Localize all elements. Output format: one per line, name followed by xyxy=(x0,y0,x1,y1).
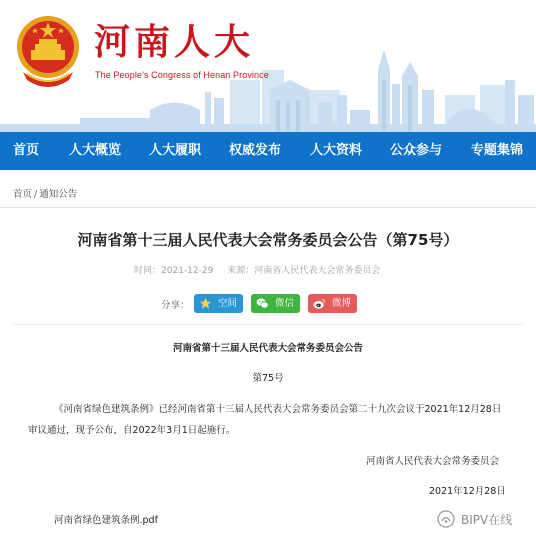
signature-organization: 河南省人民代表大会常务委员会 xyxy=(366,456,500,467)
nav-item-duties[interactable]: 人大履职 xyxy=(149,143,202,158)
nav-item-overview[interactable]: 人大概览 xyxy=(69,143,122,158)
nav-item-materials[interactable]: 人大资料 xyxy=(310,143,363,158)
announcement-heading: 河南省第十三届人民代表大会常务委员会公告 xyxy=(172,343,363,354)
star-icon xyxy=(199,297,212,310)
attachment-link[interactable]: 河南省绿色建筑条例.pdf xyxy=(54,515,158,526)
share-weibo-label: 微博 xyxy=(332,298,352,309)
wechat-icon xyxy=(256,297,269,310)
announcement-paragraph-line-2: 审议通过，现予公布，自2022年3月1日起施行。 xyxy=(28,425,236,436)
share-qzone-label: 空间 xyxy=(218,298,238,309)
nav-item-participation[interactable]: 公众参与 xyxy=(390,143,443,158)
national-emblem-icon xyxy=(13,14,83,88)
nav-item-home[interactable]: 首页 xyxy=(13,143,40,158)
publish-date: 2021-12-29 xyxy=(161,266,214,276)
announcement-paragraph-line-1: 《河南省绿色建筑条例》已经河南省第十三届人民代表大会常务委员会第二十九次会议于2021年12月28日 xyxy=(54,404,502,415)
breadcrumb-divider xyxy=(0,207,536,208)
article-meta xyxy=(134,263,380,276)
share-wechat-button[interactable] xyxy=(251,294,300,313)
wechat-official-account-icon xyxy=(437,510,455,528)
main-nav xyxy=(0,132,536,170)
breadcrumb xyxy=(13,186,77,200)
watermark-text: BIPV在线 xyxy=(461,513,513,527)
source-label: 来源： xyxy=(227,266,255,276)
signature-date: 2021年12月28日 xyxy=(429,486,506,497)
source-value: 河南省人民代表大会常务委员会 xyxy=(254,266,381,276)
weibo-icon xyxy=(313,297,326,310)
content-divider xyxy=(13,324,523,325)
announcement-number: 第75号 xyxy=(252,373,284,384)
time-label: 时间： xyxy=(134,266,162,276)
nav-item-topics[interactable]: 专题集锦 xyxy=(471,143,524,158)
site-title[interactable]: 河南人大 xyxy=(94,21,255,63)
site-subtitle: The People’s Congress of Henan Province xyxy=(95,70,269,80)
article-title: 河南省第十三届人民代表大会常务委员会公告（第75号） xyxy=(77,231,459,249)
share-label: 分享： xyxy=(161,300,190,311)
breadcrumb-home[interactable]: 首页 xyxy=(13,189,33,200)
share-wechat-label: 微信 xyxy=(275,298,295,309)
share-weibo-button[interactable] xyxy=(308,294,357,313)
breadcrumb-separator: / xyxy=(34,189,38,200)
site-header xyxy=(0,0,536,132)
share-qzone-button[interactable] xyxy=(194,294,243,313)
breadcrumb-current[interactable]: 通知公告 xyxy=(39,189,78,200)
nav-item-releases[interactable]: 权威发布 xyxy=(229,143,282,158)
